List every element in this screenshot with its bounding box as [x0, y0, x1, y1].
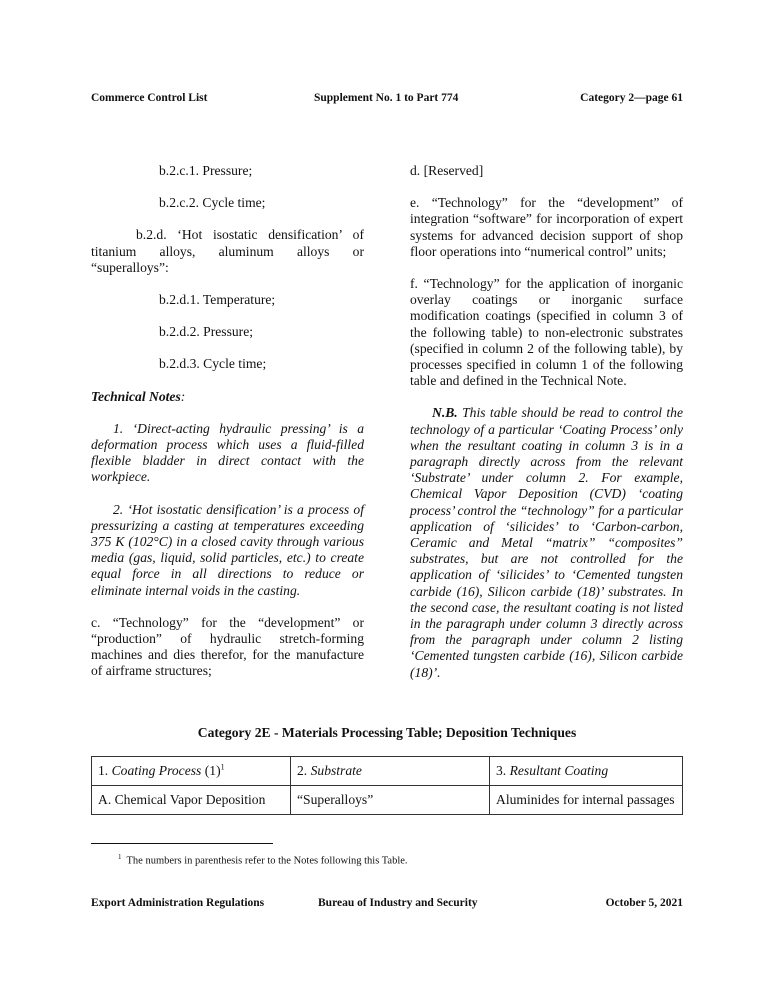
table-row	[92, 786, 683, 815]
paragraph-b2d2: b.2.d.2. Pressure;	[159, 324, 254, 340]
column-number: 2.	[297, 763, 311, 778]
nb-paragraph	[410, 405, 683, 680]
footnote-divider	[91, 843, 273, 844]
technical-notes-colon: :	[180, 388, 186, 404]
paragraph-b2d: b.2.d. ‘Hot isostatic densification’ of titanium alloys, aluminum alloys or “superalloys”:	[91, 227, 364, 275]
column-number: 1.	[98, 763, 112, 778]
technical-notes-heading	[91, 389, 364, 405]
paragraph-c: c. “Technology” for the “development” or “production” of hydraulic stretch-forming machines and dies therefor, for the manufacture of airframe structures;	[91, 614, 364, 679]
column-label: Substrate	[310, 763, 362, 778]
header-right: Category 2—page 61	[580, 92, 683, 104]
table-cell-resultant-coating: Aluminides for internal passages	[490, 786, 683, 815]
paragraph-d: d. [Reserved]	[410, 163, 484, 178]
deposition-techniques-table	[91, 756, 683, 815]
table-header-row	[92, 757, 683, 786]
technical-notes-label: Technical Notes	[91, 388, 181, 404]
column-label: Coating Process	[111, 763, 202, 778]
footer-left: Export Administration Regulations	[91, 897, 265, 909]
paragraph-f: f. “Technology” for the application of inorganic overlay coatings or inorganic surface modification coatings (specified in column 3 of the following table) to non-electronic substrates (specified in column 2 of the following table), by processes specified in column 1 of the following table and defined in the Technical Note.	[410, 276, 683, 389]
paragraph-e: e. “Technology” for the “development” of integration “software” for incorporation of expert systems for advanced decision support of shop floor operations into “numerical control” units;	[410, 195, 683, 259]
paragraph-b2d1: b.2.d.1. Temperature;	[159, 292, 276, 308]
nb-label: N.B.	[432, 405, 458, 421]
column-header-resultant-coating	[490, 757, 683, 786]
paragraph-b2c2: b.2.c.2. Cycle time;	[159, 195, 266, 211]
table-title: Category 2E - Materials Processing Table; Deposition Techniques	[197, 725, 577, 740]
paragraph-b2d3: b.2.d.3. Cycle time;	[159, 356, 267, 372]
footnote-text: The numbers in parenthesis refer to the Notes following this Table.	[126, 855, 408, 867]
technical-note-2: 2. ‘Hot isostatic densification’ is a process of pressurizing a casting at temperatures exceeding 375 K (102°C) in a closed cavity through various media (gas, liquid, solid particles, etc.) to create equal force in all directions to reduce or eliminate internal voids in the casting.	[91, 501, 364, 598]
column-label: Resultant Coating	[509, 763, 609, 778]
left-column	[91, 163, 364, 680]
column-header-coating-process	[92, 757, 291, 786]
footnote	[118, 853, 408, 867]
column-suffix: (1)	[201, 763, 221, 778]
footer-right: October 5, 2021	[605, 897, 683, 909]
table-cell-coating-process: A. Chemical Vapor Deposition	[92, 786, 291, 815]
footnote-marker: 1	[118, 853, 122, 861]
table-cell-substrate: “Superalloys”	[291, 786, 490, 815]
column-number: 3.	[496, 763, 510, 778]
nb-text: This table should be read to control the technology of a particular ‘Coating Process’ only when the resultant coating in column 3 is in a paragraph directly across from the relevant ‘Substrate’ under column 2. For example, Chemical Vapor Deposition (CVD) ‘coating process’ control the “technology” for a particular application of ‘silicides’ to ‘Carbon-carbon, Ceramic and Metal “matrix” “composites” substrates, but are not controlled for the application of ‘silicides’ to ‘Cemented tungsten carbide (16), Silicon carbide (18)’ substrates. In the second case, the resultant coating is not listed in the paragraph under column 3 directly across from the paragraph under column 2 listing ‘Cemented tungsten carbide (16), Silicon carbide (18)’.	[410, 405, 683, 680]
column-header-substrate	[291, 757, 490, 786]
header-center: Supplement No. 1 to Part 774	[314, 92, 459, 104]
right-column	[410, 163, 683, 681]
footer-center: Bureau of Industry and Security	[318, 897, 478, 909]
header-left: Commerce Control List	[91, 92, 208, 104]
technical-note-1: 1. ‘Direct-acting hydraulic pressing’ is a deformation process which uses a fluid-filled flexible bladder in direct contact with the workpiece.	[91, 420, 364, 485]
footnote-reference[interactable]: 1	[220, 762, 225, 772]
paragraph-b2c1: b.2.c.1. Pressure;	[159, 163, 253, 178]
